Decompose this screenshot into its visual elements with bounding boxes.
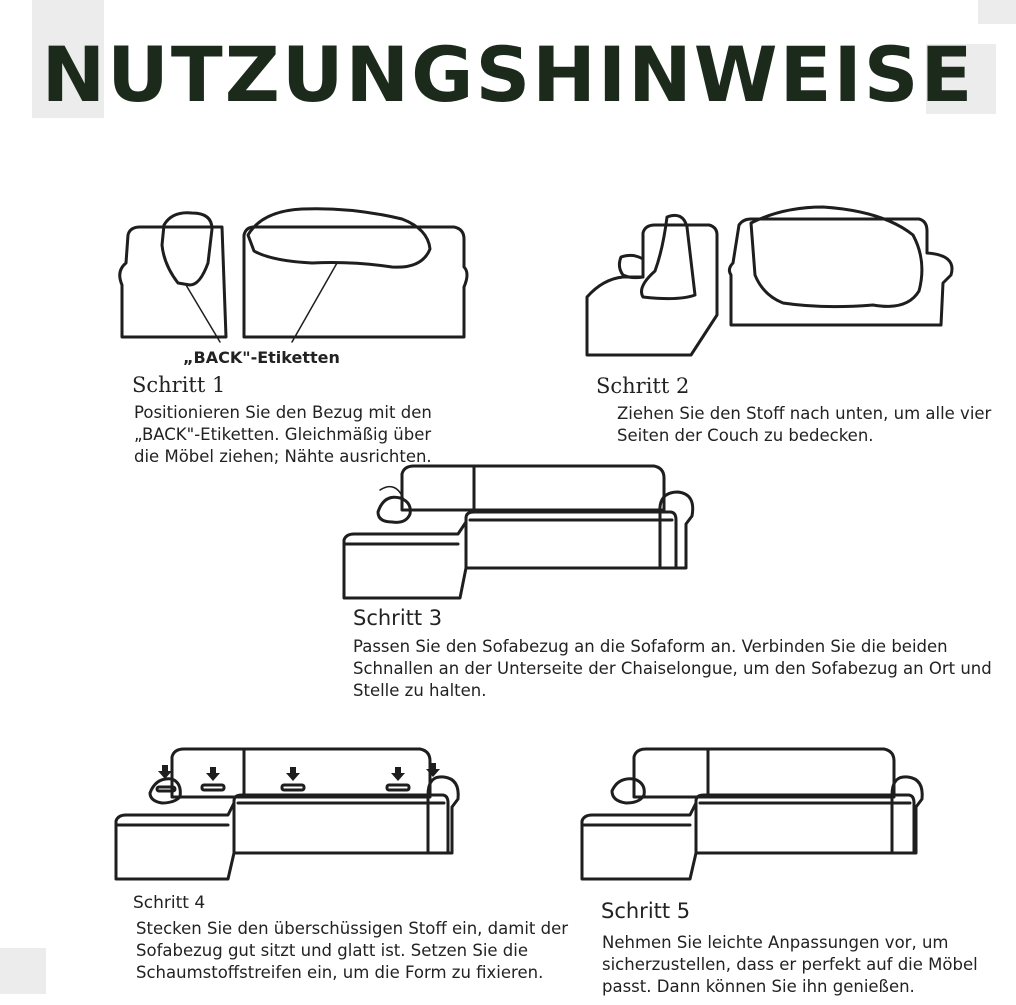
foam-strip: [387, 785, 409, 790]
step-5-chaise: [582, 803, 696, 879]
step-3-label: Schritt 3: [353, 606, 443, 630]
step-1-sofa-right: [244, 227, 467, 337]
step-1-arrow-left: [186, 285, 220, 342]
step-5-right-arm: [892, 777, 922, 853]
foam-strip: [202, 785, 224, 790]
step-1-text: Positionieren Sie den Bezug mit den „BACK"-Etiketten. Gleichmäßig über die Möbel ziehen; Nähte ausrichten.: [134, 403, 432, 466]
step-3-backrest: [402, 466, 664, 510]
corner-block-top-right-small: [978, 0, 1016, 24]
step-3-illustration: [340, 460, 700, 600]
step-1-cover-right: [248, 209, 430, 267]
back-label-tag: „BACK"-Etiketten: [183, 348, 340, 367]
step-2-chaise: [587, 225, 717, 355]
step-2-cover-chaise: [642, 215, 696, 298]
step-3-text: Passen Sie den Sofabezug an die Sofaform an. Verbinden Sie die beiden Schnallen an der Unterseite der Chaiselongue, um den Sofabezug an Ort und Stelle zu halten.: [353, 637, 992, 700]
step-5-label: Schritt 5: [601, 899, 691, 923]
step-5-illustration: [578, 745, 928, 885]
arrow-down-icon: [391, 767, 405, 781]
step-1-illustration: [112, 205, 472, 350]
step-5-backrest: [634, 749, 894, 797]
step-4-text: Stecken Sie den überschüssigen Stoff ein, damit der Sofabezug gut sitzt und glatt ist. Setzen Sie die Schaumstoffstreifen ein, um die Form zu fixieren.: [136, 919, 569, 982]
step-5-cushion-roll: [612, 779, 644, 803]
page-title: NUTZUNGSHINWEISE: [41, 30, 975, 119]
step-1-cover-left: [162, 213, 212, 285]
step-2-sofa: [729, 219, 952, 325]
step-1-arrow-right: [292, 263, 337, 342]
step-4-label: Schritt 4: [133, 893, 206, 913]
step-2-illustration: [583, 205, 958, 360]
arrow-down-icon: [206, 767, 220, 781]
step-1-label: Schritt 1: [132, 373, 226, 397]
arrow-down-icon: [158, 765, 172, 779]
corner-block-bottom-left: [0, 948, 46, 994]
step-5-text: Nehmen Sie leichte Anpassungen vor, um sicherzustellen, dass er perfekt auf die Möbel passt. Dann können Sie ihn genießen.: [602, 933, 978, 996]
step-4-chaise: [116, 803, 234, 879]
step-2-label: Schritt 2: [596, 374, 690, 398]
step-3-chaise: [344, 522, 466, 598]
step-4-illustration: [112, 745, 467, 885]
step-2-cover-sofa: [751, 207, 922, 307]
foam-strip: [282, 785, 304, 790]
step-2-text: Ziehen Sie den Stoff nach unten, um alle vier Seiten der Couch zu bedecken.: [617, 404, 992, 445]
step-4-right-arm: [428, 777, 458, 853]
step-2-cushion-roll: [619, 255, 643, 277]
arrow-down-icon: [426, 763, 440, 777]
arrow-down-icon: [286, 767, 300, 781]
